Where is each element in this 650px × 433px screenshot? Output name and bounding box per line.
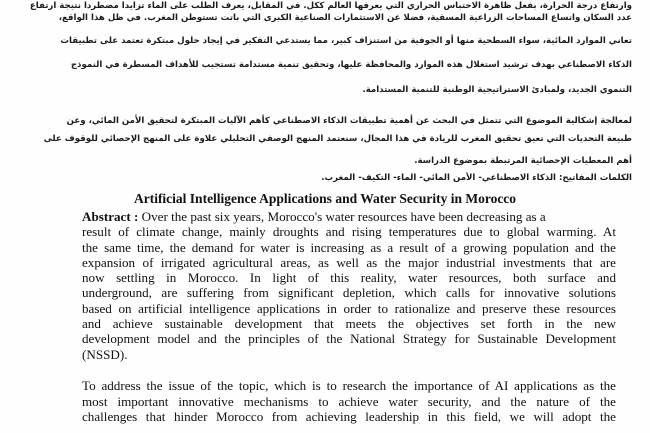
abstract-line: Over the past six years, Morocco's water resources have been decreasing as a xyxy=(138,209,546,224)
arabic-line: عدد السكان واتساع المساحات الزراعية المسقية، فضلا عن الاستثمارات الصناعية الكبرى التي باتت تستوطن المغرب. في ظل هذا الواقع، xyxy=(58,13,632,23)
abstract-line: development model and the principles of the National Strategy for Sustainable Development xyxy=(82,331,616,347)
arabic-line: التنموي الجديد، ولمبادئ الاستراتيجية الوطنية للتنمية المستدامة. xyxy=(362,85,632,95)
arabic-abstract-paragraph-2 xyxy=(43,116,632,171)
arabic-line: أهم المعطيات الإحصائية المرتبطة بموضوع الدراسة. xyxy=(414,156,632,166)
abstract-line: expansion of irrigated agricultural areas, as well as the major industrial investments that are xyxy=(82,254,616,270)
arabic-line: لمعالجة إشكالية الموضوع التي تتمثل في البحث عن أهمية تطبيقات الذكاء الاصطناعي كأهم الآليات المبتكرة لتحقيق الأمن المائي، وعن xyxy=(66,116,632,126)
body-line: To address the issue of the topic, which is to research the importance of AI applications as the xyxy=(82,378,616,393)
abstract-line: (NSSD). xyxy=(82,346,128,362)
arabic-abstract-paragraph-1 xyxy=(30,0,632,96)
abstract-line: based on artificial intelligence applications in order to rationalize and preserve these resources xyxy=(82,300,616,316)
arabic-line: طبيعة التحديات التي تعيق تحقيق المغرب للريادة في هذا المجال، سنعتمد المنهج الوصفي التحليلي علاوة على المنهج الإحصائي للوقوف على xyxy=(43,134,632,144)
arabic-line: الذكاء الاصطناعي بهدف ترشيد استغلال هذه الموارد والمحافظة عليها، وتحقيق تنمية مستدامة تستجيب للأهداف المسطرة في النموذج xyxy=(70,60,632,70)
arabic-line: تعاني الموارد المائية، سواء السطحية منها أو الجوفية من استنزاف كبير، مما يستدعي التفكير في إيجاد حلول مبتكرة تعتمد على تطبيقات xyxy=(60,36,632,46)
abstract-label: Abstract : xyxy=(82,209,139,224)
arabic-keywords: الكلمات المفاتيح: الذكاء الاصطناعي- الأمن المائي- الماء- التكيف- المغرب. xyxy=(321,173,632,183)
abstract-line: the same time, the demand for water is increasing as a result of a growing population and the xyxy=(82,239,616,255)
abstract-line: now settling in Morocco. In light of this reality, water resources, both surface and xyxy=(82,270,616,286)
paper-title: Artificial Intelligence Applications and Water Security in Morocco xyxy=(133,191,517,206)
body-line: challenges that hinder Morocco from achieving leadership in this field, we will adopt the xyxy=(82,409,616,425)
english-abstract xyxy=(82,209,616,362)
body-line: most important innovative mechanisms to achieve water security, and the nature of the xyxy=(82,393,616,409)
body-paragraph xyxy=(82,378,616,425)
abstract-line: underground, are suffering from significant depletion, which calls for innovative solutions xyxy=(82,285,616,301)
abstract-line: and achieve sustainable development that meets the objectives set forth in the new xyxy=(82,316,616,332)
abstract-line: result of climate change, mainly droughts and rising temperatures due to global warming. At xyxy=(82,224,616,240)
abstract-first-line xyxy=(82,209,616,224)
arabic-line: وارتفاع درجة الحرارة، بفعل ظاهرة الاحتباس الحراري التي يعرفها العالم ككل. في المقابل، يعرف الطلب على الماء تزايدا مضطردا نتيجة ارتفاع xyxy=(29,1,632,11)
